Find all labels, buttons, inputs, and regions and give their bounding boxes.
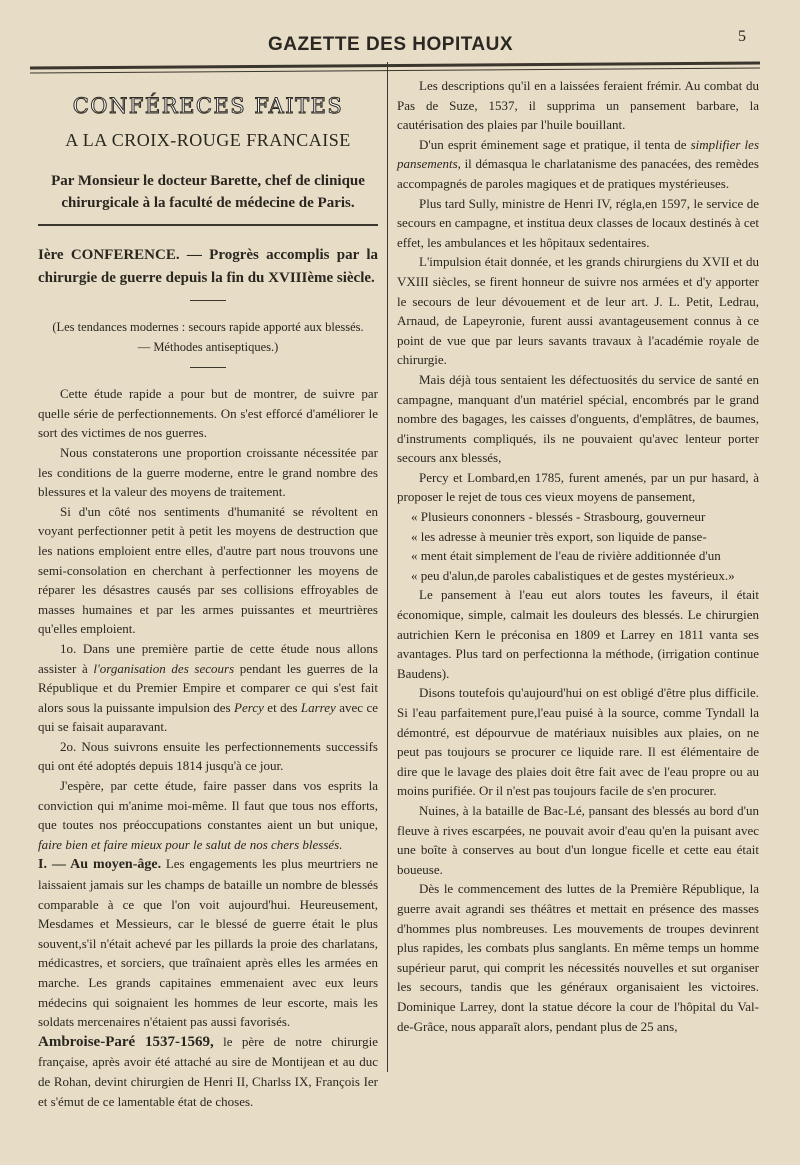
short-rule xyxy=(190,300,226,301)
paragraph: J'espère, par cette étude, faire passer dans vos esprits la conviction qui m'anime moi-même. Il faut que tous nos efforts, que toutes nos préoccupations constantes aient un but unique, faire bien et faire mieux pour le salut de nos chers blessés. xyxy=(38,778,378,852)
gazette-title: GAZETTE DES HOPITAUX xyxy=(268,34,514,55)
lecture-summary: (Les tendances modernes : secours rapide apporté aux blessés. — Méthodes antiseptiques.) xyxy=(52,320,364,355)
conference-title: CONFÉRECES FAITES xyxy=(72,94,344,118)
paragraph: Disons toutefois qu'aujourd'hui on est obligé d'être plus difficile. Si l'eau parfaitement pure,l'eau puisé à la source, comme Tyndall la démontré, est dépourvue de matériaux nuisibles aux plaies, on ne peut pas toujours se procurer ce liquide rare. Il est élémentaire de dire que le lavage des plaies doit être fait avec de l'eau propre ou au moins purifiée. Or il n'est pas toujours facile de s'en procurer. xyxy=(397,685,759,799)
section-heading: Ambroise-Paré 1537-1569, xyxy=(38,1033,214,1050)
quote-line: « peu d'alun,de paroles cabalistiques et de gestes mystérieux.» xyxy=(411,567,735,583)
paragraph: Si d'un côté nos sentiments d'humanité se révoltent en voyant perfectionner petit à petit les moyens de destruction que les nations emploient entre elles, d'autre part nous trouvons une semi-consolation en cherchant à perfectionner les moyens de réparer les désastres causés par ses collisions effroyables de masses humaines et par les armes puissantes et meurtrières qu'elles emploient. xyxy=(38,503,378,637)
paragraph: L'impulsion était donnée, et les grands chirurgiens du XVII et du VXIII siècles, se firent honneur de suivre nos armées et d'y apporter le secours de leur dévouement et de leur art. J. L. Petit, Ledrau, Arnaud, de Lapeyronie, furent aussi avantageusement connus à ce point de vue que par leurs savants travaux à l'académie royale de chirurgie. xyxy=(397,254,759,368)
lecture-heading: Ière CONFERENCE. — Progrès accomplis par la chirurgie de guerre depuis la fin du XVIIIème siècle. xyxy=(38,247,378,287)
paragraph: 2o. Nous suivrons ensuite les perfectionnements successifs qui ont été adoptés depuis 1814 jusqu'à ce jour. xyxy=(38,738,378,774)
paragraph: D'un esprit éminement sage et pratique, il tenta de simplifier les pansements, il démasqua le charlatanisme des panacées, des remèdes accompagnés de paroles magiques et de pratiques mystérieuses. xyxy=(397,136,759,191)
page-header xyxy=(30,24,760,76)
paragraph: Les descriptions qu'il en a laissées feraient frémir. Au combat du Pas de Suze, 1537, il supprima un pansement barbare, la cautérisation des plaies par l'huile bouillant. xyxy=(397,78,759,133)
short-rule xyxy=(190,367,226,368)
right-column xyxy=(397,76,759,1036)
paragraph: Le pansement à l'eau eut alors toutes les faveurs, il était économique, simple, calmait les douleurs des blessés. Le chirurgien autrichien Kern le préconisa en 1809 et Larrey en 1811 vanta ses avantages. Plus tard on perfectionna la méthode, (irrigation continue Baudens). xyxy=(397,587,759,681)
left-column xyxy=(38,95,378,1111)
paragraph: Percy et Lombard,en 1785, furent amenés, par un pur hasard, à proposer le rejet de tous ces vieux moyens de pansement, xyxy=(397,469,759,505)
section-divider xyxy=(38,224,378,226)
quote-line: « Plusieurs cononners - blessés - Strasbourg, gouverneur xyxy=(411,509,706,525)
quote-line: « les adresse à meunier très export, son liquide de panse- xyxy=(411,528,707,544)
quote-line: « ment était simplement de l'eau de rivière additionnée d'un xyxy=(411,548,721,564)
section-heading: I. — Au moyen-âge. xyxy=(38,857,162,873)
paragraph: Plus tard Sully, ministre de Henri IV, régla,en 1597, le service de secours en campagne, et institua deux classes de locaux destinés à cet effet, les ambulances et les hôpitaux sedentaires. xyxy=(397,195,759,250)
paragraph: Mais déjà tous sentaient les défectuosités du service de santé en campagne, manquant d'un matériel spécial, encombrés par le grand nombre des bagages, les caisses d'onguents, d'emplâtres, de baumes, d'instruments compliqués, ils ne pouvaient qu'avec lenteur porter secours anx blessés, xyxy=(397,371,759,466)
paragraph: Dès le commencement des luttes de la Première République, la guerre avait agrandi ses théâtres et mettait en présence des masses d'hommes plus nombreuses. Les mouvements de troupes devinrent plus rapides, les combats plus sanglants. En même temps un homme supérieur parut, qui comprit les nécessités nouvelles et sut organiser les secours, tandis que les généraux organisaient les victoires. Dominique Larrey, dont la statue décore la cour de l'hôpital du Val-de-Grâce, nous apparaît alors, pendant plus de 25 ans, xyxy=(397,881,759,1034)
column-divider xyxy=(387,62,388,1072)
paragraph: Cette étude rapide a pour but de montrer, de suivre par quelle série de perfectionnements. On s'est efforcé d'améliorer le sort des victimes de nos guerres. xyxy=(38,386,378,441)
page-number: 5 xyxy=(738,28,746,45)
organisation-title: A LA CROIX-ROUGE FRANCAISE xyxy=(65,129,351,150)
paragraph: Nous constaterons une proportion croissante nécessitée par les conditions de la guerre moderne, entre le grand nombre des blessures et la valeur des moyens de traitement. xyxy=(38,444,378,500)
section-paragraph: I. — Au moyen-âge. Les engagements les plus meurtriers ne laissaient jamais sur les champs de bataille un nombre de blessés comparable à ce que l'on voit aujourd'hui. Heureusement, Mesdames et Messieurs, car le blessé de guerre était le plus souvent,s'il n'était achevé par les pillards la proie des charlatans, médicastres, et sorciers, que traînaient après elles les armées en marche. Les grands capitaines emmenaient avec eux leurs médecins qui soignaient les hommes de leur escorte, mais les soldats mercenaires n'étaient pas aussi favorisés. xyxy=(38,856,378,1030)
section-paragraph: Ambroise-Paré 1537-1569, le père de notre chirurgie française, après avoir été attaché au sire de Montijean et au duc de Rohan, devint chirurgien de Henri II, Charlss IX, François Ier et s'émut de ce lamentable état de choses. xyxy=(38,1033,378,1109)
paragraph: Nuines, à la bataille de Bac-Lé, pansant des blessés au bord d'un fleuve à rives escarpées, ne pouvait avoir d'eau qu'en la puisant avec une boîte à conserves au bout d'un longue ficelle et cette eau était boueuse. xyxy=(397,802,759,877)
author-byline: Par Monsieur le docteur Barette, chef de clinique chirurgicale à la faculté de médecine de Paris. xyxy=(51,173,365,212)
paragraph: 1o. Dans une première partie de cette étude nous allons assister à l'organisation des secours pendant les guerres de la République et du Premier Empire et comparer ce qui s'est fait alors sous la puissante impulsion des Percy et des Larrey avec ce qui se faisait auparavant. xyxy=(38,640,378,735)
